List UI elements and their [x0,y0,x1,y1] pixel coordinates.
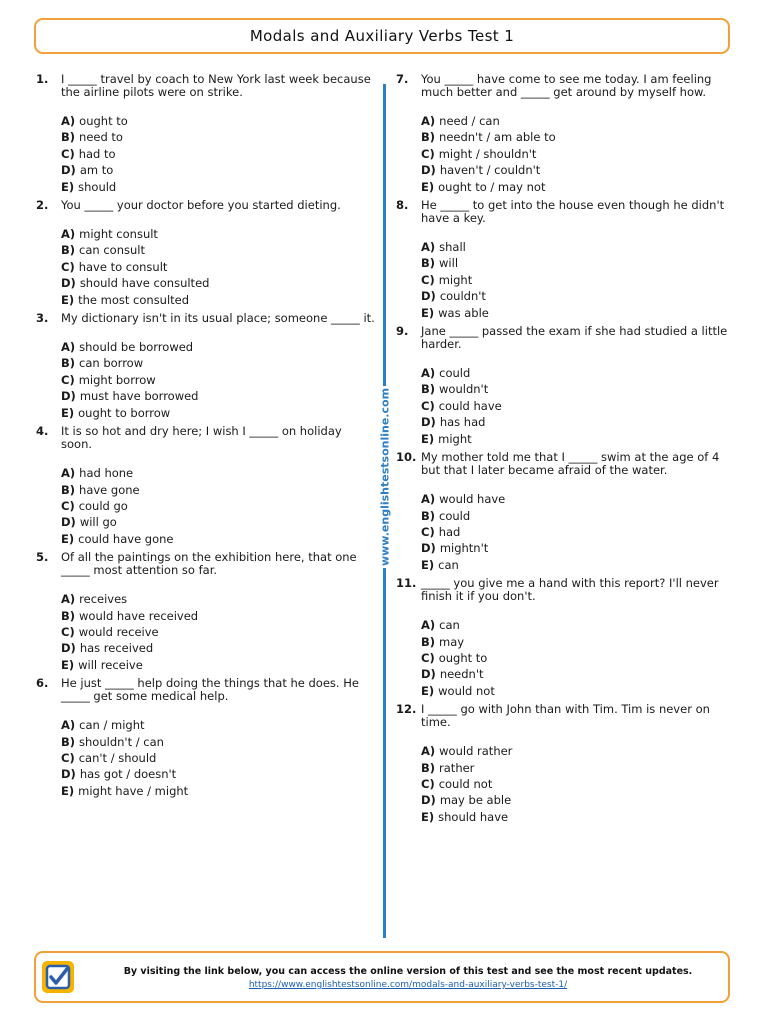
question-header [396,325,736,351]
answer-option [421,398,736,414]
option-text: might [438,431,472,446]
option-letter: E) [421,305,435,320]
question-number: 12. [396,702,417,717]
option-letter: B) [61,243,76,258]
answer-option [61,405,376,421]
option-letter: E) [61,292,75,307]
option-letter: B) [421,256,436,271]
answer-option [421,776,736,792]
answer-option [61,355,376,371]
answer-option [61,259,376,275]
option-letter: E) [61,783,75,798]
question-item [396,325,736,447]
option-text: ought to [79,114,128,128]
option-text: need to [79,130,123,145]
option-text: might [438,272,473,287]
answer-options [61,465,376,547]
question-text: My mother told me that I _____ swim at the age of 4 but that I later became afraid of the water. [421,450,720,478]
option-text: shall [439,240,466,255]
option-letter: C) [421,650,435,665]
option-letter: A) [421,618,436,633]
answer-options [421,239,736,321]
option-letter: A) [421,366,436,381]
option-letter: A) [61,114,76,128]
answer-option [421,113,736,129]
option-text: could [439,508,471,523]
option-text: am to [79,163,114,178]
right-column [396,73,736,825]
answer-option [421,524,736,540]
option-text: the most consulted [78,292,190,307]
option-letter: D) [61,389,76,404]
answer-option [421,179,736,195]
answer-options [61,339,376,421]
answer-option [421,617,736,633]
option-letter: A) [61,718,76,733]
option-text: haven't / couldn't [439,163,541,178]
option-letter: C) [61,624,75,639]
question-item [396,199,736,321]
option-text: would receive [78,624,159,639]
option-letter: A) [61,592,76,607]
option-letter: C) [61,750,75,765]
option-letter: A) [61,227,76,242]
question-number: 8. [396,198,409,213]
option-text: might consult [79,227,158,242]
option-text: should have consulted [79,276,210,291]
option-text: needn't / am able to [439,130,556,145]
option-text: will [439,256,459,271]
answer-option [61,514,376,530]
option-letter: E) [421,557,435,572]
option-text: can't / should [78,750,157,765]
answer-option [421,666,736,682]
option-letter: D) [421,793,436,808]
option-text: could [439,366,471,381]
answer-option [61,783,376,799]
question-item [36,73,376,195]
option-text: couldn't [439,289,486,304]
left-column [36,73,376,799]
option-text: has had [439,415,486,430]
option-text: might borrow [78,372,156,387]
option-letter: A) [421,240,436,255]
option-text: could have gone [78,531,174,546]
answer-option [421,743,736,759]
option-letter: B) [61,482,76,497]
question-item [396,73,736,195]
question-text: You _____ have come to see me today. I am feeling much better and _____ get around by myself how. [421,72,712,99]
option-text: can / might [79,718,145,733]
option-letter: D) [61,641,76,656]
option-text: may [439,634,465,649]
answer-option [61,113,376,129]
option-text: rather [439,760,475,775]
option-letter: A) [421,492,436,507]
answer-option [61,766,376,782]
answer-options [61,226,376,308]
option-text: should [78,179,117,194]
option-text: was able [438,305,489,320]
option-letter: B) [61,734,76,749]
question-number: 1. [36,72,49,86]
question-number: 6. [36,676,49,691]
page-title: Modals and Auxiliary Verbs Test 1 [249,27,515,45]
option-letter: A) [421,114,436,128]
question-number: 4. [36,424,49,439]
answer-option [61,388,376,404]
answer-option [61,162,376,178]
checkbox-check-icon [42,961,74,993]
question-header [396,73,736,99]
answer-option [421,129,736,145]
answer-option [421,239,736,255]
answer-option [61,657,376,673]
option-text: need / can [439,114,500,128]
option-text: can [438,557,459,572]
option-letter: B) [421,382,436,397]
option-letter: E) [61,531,75,546]
answer-option [61,624,376,640]
option-letter: D) [421,415,436,430]
answer-options [61,591,376,673]
question-header [36,199,376,212]
answer-option [421,146,736,162]
option-text: mightn't [439,541,489,556]
option-letter: D) [61,276,76,291]
option-text: have gone [79,482,140,497]
answer-option [421,792,736,808]
answer-option [421,491,736,507]
question-text: I _____ travel by coach to New York last week because the airline pilots were on strike. [61,72,371,99]
answer-options [421,491,736,573]
answer-option [421,365,736,381]
option-text: will receive [78,657,143,672]
question-number: 7. [396,72,409,86]
option-letter: C) [421,146,435,161]
answer-option [61,372,376,388]
answer-option [421,305,736,321]
option-letter: D) [421,541,436,556]
option-text: can consult [79,243,145,258]
footer-box [34,951,730,1003]
answer-options [61,113,376,195]
option-letter: B) [421,508,436,523]
option-text: would have [439,492,506,507]
answer-option [421,760,736,776]
answer-option [421,650,736,666]
question-text: Of all the paintings on the exhibition here, that one _____ most attention so far. [61,550,357,578]
question-item [396,703,736,825]
option-letter: E) [421,683,435,698]
option-text: ought to / may not [438,179,546,194]
answer-option [61,242,376,258]
option-letter: E) [61,179,75,194]
answer-options [421,113,736,195]
option-letter: C) [61,146,75,161]
option-letter: E) [421,179,435,194]
answer-option [61,640,376,656]
option-letter: C) [421,776,435,791]
answer-option [421,809,736,825]
answer-option [421,414,736,430]
footer-link[interactable]: https://www.englishtestsonline.com/modals-and-auxiliary-verbs-test-1/ [248,980,568,990]
option-text: needn't [439,667,484,682]
option-letter: E) [61,405,75,420]
question-text: He _____ to get into the house even though he didn't have a key. [421,198,725,226]
question-header [36,312,376,325]
option-text: shouldn't / can [79,734,164,749]
question-item [36,677,376,799]
option-text: might / shouldn't [438,146,537,161]
option-text: could go [78,498,128,513]
option-text: ought to borrow [78,405,171,420]
option-text: has got / doesn't [79,767,177,782]
answer-option [61,339,376,355]
option-letter: D) [421,289,436,304]
answer-option [61,608,376,624]
option-letter: C) [61,259,75,274]
answer-option [421,431,736,447]
title-box [34,18,730,54]
answer-option [61,146,376,162]
option-text: has received [79,641,154,656]
option-text: must have borrowed [79,389,199,404]
question-text: My dictionary isn't in its usual place; someone _____ it. [61,311,375,326]
option-text: wouldn't [439,382,489,397]
answer-option [421,683,736,699]
question-header [36,677,376,703]
option-letter: D) [61,163,76,178]
answer-option [61,129,376,145]
option-text: should be borrowed [79,340,194,355]
question-item [36,199,376,308]
option-text: would not [438,683,495,698]
option-letter: D) [61,767,76,782]
answer-option [421,255,736,271]
option-letter: C) [421,272,435,287]
option-letter: D) [61,515,76,530]
option-text: had [438,524,461,539]
answer-option [61,498,376,514]
option-letter: B) [61,608,76,623]
question-text: It is so hot and dry here; I wish I _____ on holiday soon. [61,424,342,452]
answer-options [421,365,736,447]
option-letter: B) [61,356,76,371]
option-text: might have / might [78,783,189,798]
option-text: would rather [439,744,513,759]
option-letter: A) [61,340,76,355]
option-letter: E) [421,431,435,446]
answer-options [421,617,736,699]
question-number: 3. [36,311,49,326]
answer-option [421,272,736,288]
question-item [396,577,736,699]
option-letter: D) [421,163,436,178]
answer-option [61,750,376,766]
option-text: have to consult [78,259,168,274]
option-text: ought to [438,650,488,665]
option-letter: E) [421,809,435,824]
option-letter: C) [61,372,75,387]
answer-option [421,288,736,304]
question-item [396,451,736,573]
question-text: You _____ your doctor before you started dieting. [61,198,341,213]
answer-option [61,465,376,481]
answer-option [421,381,736,397]
answer-option [61,482,376,498]
question-number: 9. [396,324,409,339]
option-letter: A) [421,744,436,759]
question-text: _____ you give me a hand with this report? I'll never finish it if you don't. [421,576,719,604]
answer-option [421,634,736,650]
question-header [36,425,376,451]
question-header [396,703,736,729]
option-letter: D) [421,667,436,682]
option-text: can borrow [79,356,144,371]
question-item [36,425,376,547]
answer-option [61,275,376,291]
question-header [396,199,736,225]
option-letter: C) [421,398,435,413]
answer-option [61,591,376,607]
option-letter: B) [421,760,436,775]
option-text: could not [438,776,493,791]
answer-option [421,540,736,556]
answer-option [421,557,736,573]
answer-option [61,717,376,733]
answer-option [421,162,736,178]
answer-option [61,226,376,242]
option-letter: B) [421,130,436,145]
question-header [36,551,376,577]
option-letter: E) [61,657,75,672]
option-letter: C) [61,498,75,513]
option-letter: B) [61,130,76,145]
website-vertical-text: www.englishtestsonline.com [376,386,395,568]
option-text: receives [79,592,128,607]
question-number: 5. [36,550,49,565]
answer-option [61,531,376,547]
answer-options [421,743,736,825]
question-text: I _____ go with John than with Tim. Tim is never on time. [421,702,710,730]
answer-option [61,179,376,195]
answer-option [61,292,376,308]
option-letter: B) [421,634,436,649]
question-text: He just _____ help doing the things that he does. He _____ get some medical help. [61,676,359,704]
question-number: 11. [396,576,417,591]
answer-option [421,508,736,524]
option-text: had to [78,146,116,161]
answer-option [61,734,376,750]
option-text: should have [438,809,509,824]
question-header [36,73,376,99]
option-text: could have [438,398,502,413]
question-number: 10. [396,450,417,465]
option-text: had hone [79,466,134,481]
question-item [36,551,376,673]
option-text: can [439,618,460,633]
question-text: Jane _____ passed the exam if she had studied a little harder. [421,324,728,352]
question-number: 2. [36,198,49,213]
option-letter: A) [61,466,76,481]
answer-options [61,717,376,799]
question-item [36,312,376,421]
option-text: would have received [79,608,199,623]
option-text: will go [79,515,117,530]
question-header [396,451,736,477]
option-text: may be able [439,793,512,808]
question-header [396,577,736,603]
footer-text: By visiting the link below, you can access the online version of this test and see the most recent updates. [123,966,693,977]
option-letter: C) [421,524,435,539]
